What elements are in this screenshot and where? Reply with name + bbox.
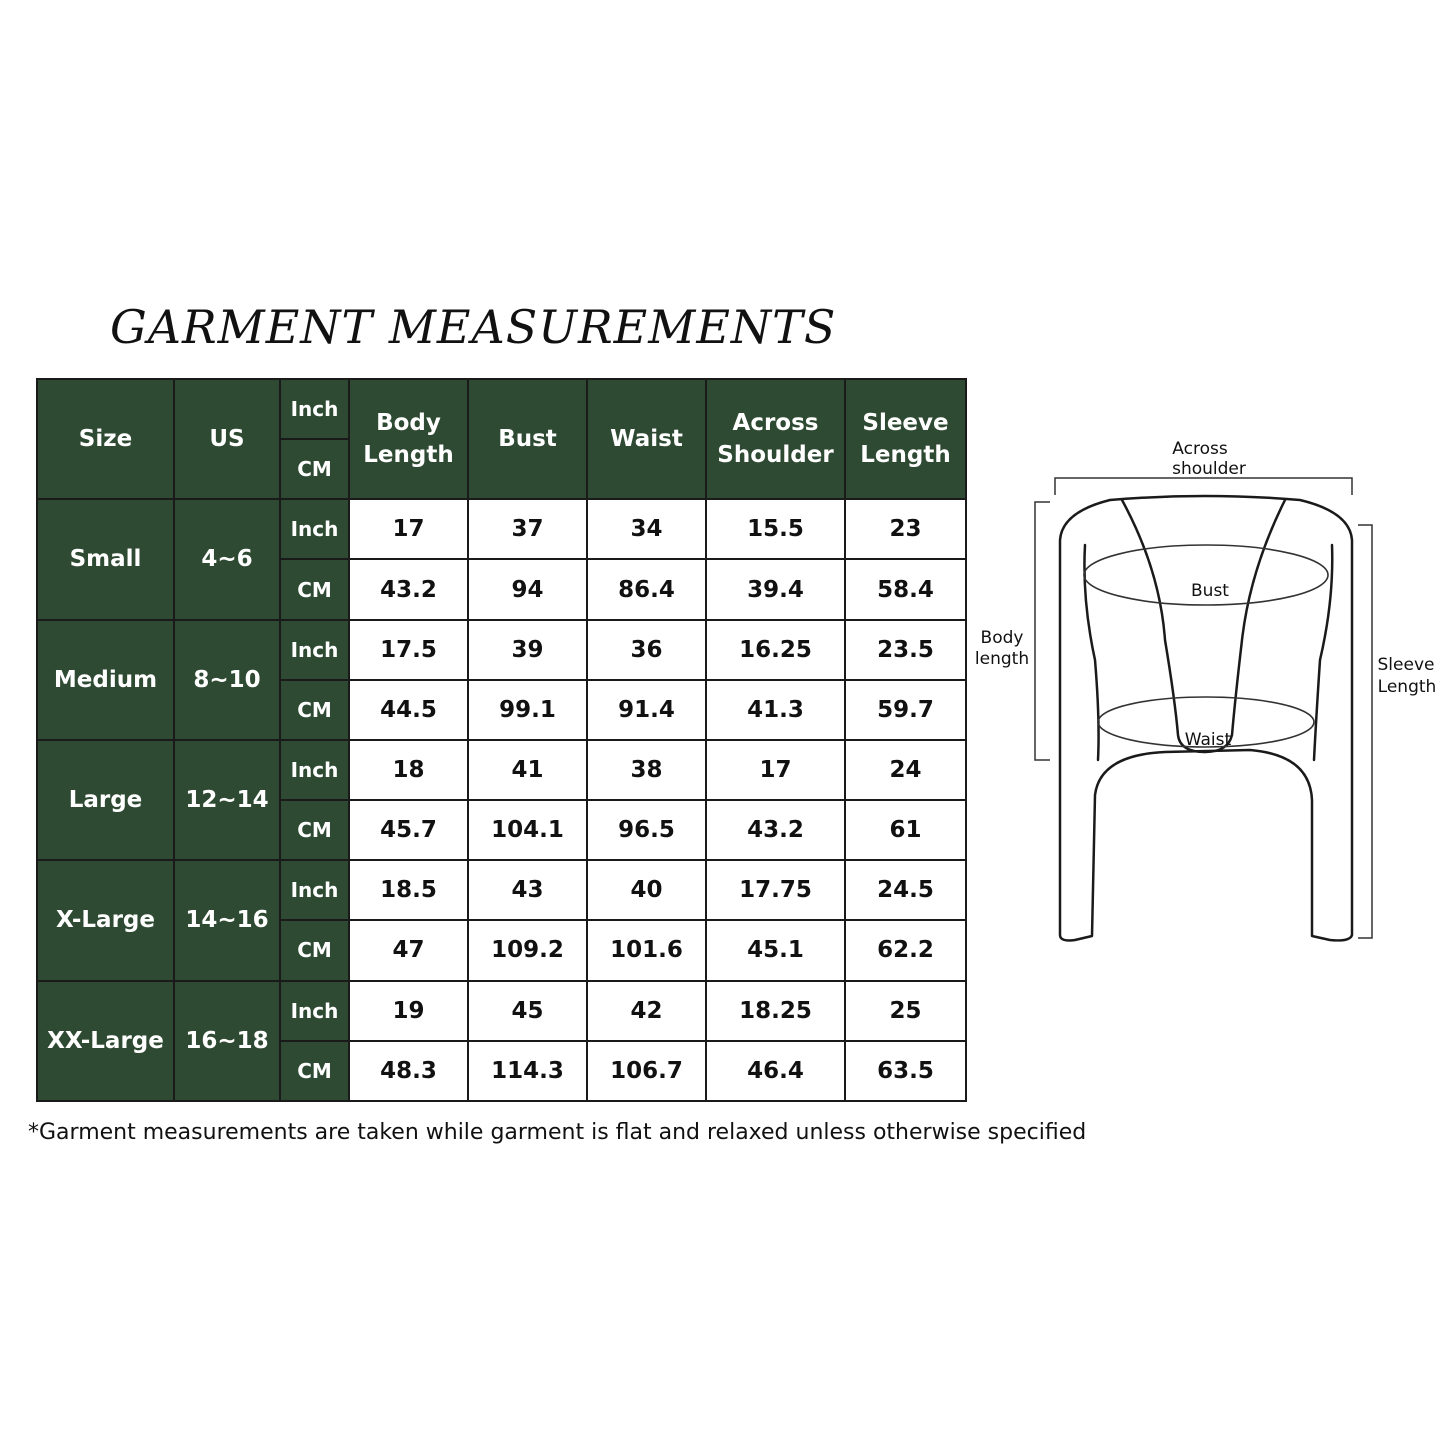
cell-sleeve-length-inch: 23 bbox=[845, 499, 966, 559]
cell-sleeve-length-inch: 24 bbox=[845, 740, 966, 800]
header-body-length: Body Length bbox=[349, 379, 468, 499]
cell-bust-cm: 104.1 bbox=[468, 800, 587, 860]
unit-inch: Inch bbox=[280, 860, 349, 920]
label-sleeve-length-1: Sleeve bbox=[1377, 655, 1435, 675]
us-size: 14~16 bbox=[174, 860, 280, 980]
cell-bust-cm: 94 bbox=[468, 559, 587, 619]
cell-body-length-cm: 48.3 bbox=[349, 1041, 468, 1101]
size-label: Medium bbox=[37, 620, 174, 740]
cell-sleeve-length-inch: 24.5 bbox=[845, 860, 966, 920]
cell-body-length-cm: 45.7 bbox=[349, 800, 468, 860]
cell-body-length-inch: 17 bbox=[349, 499, 468, 559]
size-chart-table bbox=[36, 378, 967, 1102]
header-sleeve-length: Sleeve Length bbox=[845, 379, 966, 499]
cell-body-length-inch: 18.5 bbox=[349, 860, 468, 920]
cell-bust-inch: 41 bbox=[468, 740, 587, 800]
table-row bbox=[37, 620, 966, 680]
cell-across-shoulder-cm: 46.4 bbox=[706, 1041, 845, 1101]
cell-sleeve-length-cm: 63.5 bbox=[845, 1041, 966, 1101]
header-bust: Bust bbox=[468, 379, 587, 499]
header-across-shoulder: Across Shoulder bbox=[706, 379, 845, 499]
cell-waist-inch: 40 bbox=[587, 860, 706, 920]
sleeve-length-dimension bbox=[1358, 525, 1372, 938]
header-row bbox=[37, 379, 966, 439]
cell-sleeve-length-inch: 25 bbox=[845, 981, 966, 1041]
cell-across-shoulder-cm: 39.4 bbox=[706, 559, 845, 619]
cell-waist-cm: 96.5 bbox=[587, 800, 706, 860]
cell-body-length-inch: 18 bbox=[349, 740, 468, 800]
header-us: US bbox=[174, 379, 280, 499]
right-front-edge bbox=[1205, 500, 1285, 752]
size-label: XX-Large bbox=[37, 981, 174, 1101]
cell-bust-cm: 114.3 bbox=[468, 1041, 587, 1101]
cell-body-length-cm: 44.5 bbox=[349, 680, 468, 740]
left-front-edge bbox=[1122, 500, 1205, 752]
label-body-length-2: length bbox=[974, 649, 1030, 669]
label-across-shoulder-1: Across bbox=[1172, 439, 1228, 459]
label-bust: Bust bbox=[1191, 581, 1229, 601]
cell-waist-inch: 42 bbox=[587, 981, 706, 1041]
label-sleeve-length-2: Length bbox=[1377, 677, 1437, 697]
cell-across-shoulder-cm: 41.3 bbox=[706, 680, 845, 740]
unit-cm: CM bbox=[280, 559, 349, 619]
cell-across-shoulder-inch: 18.25 bbox=[706, 981, 845, 1041]
label-body-length-1: Body bbox=[980, 628, 1024, 648]
table-row bbox=[37, 499, 966, 559]
unit-inch: Inch bbox=[280, 981, 349, 1041]
size-label: X-Large bbox=[37, 860, 174, 980]
header-waist: Waist bbox=[587, 379, 706, 499]
cell-sleeve-length-cm: 62.2 bbox=[845, 920, 966, 980]
cell-across-shoulder-inch: 16.25 bbox=[706, 620, 845, 680]
cell-sleeve-length-inch: 23.5 bbox=[845, 620, 966, 680]
unit-cm: CM bbox=[280, 1041, 349, 1101]
cell-sleeve-length-cm: 58.4 bbox=[845, 559, 966, 619]
cell-waist-inch: 34 bbox=[587, 499, 706, 559]
page-title: GARMENT MEASUREMENTS bbox=[110, 300, 837, 354]
cell-body-length-inch: 19 bbox=[349, 981, 468, 1041]
unit-cm: CM bbox=[280, 800, 349, 860]
body-length-dimension bbox=[1035, 502, 1050, 760]
cell-bust-cm: 99.1 bbox=[468, 680, 587, 740]
cell-across-shoulder-cm: 45.1 bbox=[706, 920, 845, 980]
header-unit-inch: Inch bbox=[280, 379, 349, 439]
footnote: *Garment measurements are taken while garment is flat and relaxed unless otherwise specified bbox=[28, 1120, 1087, 1145]
cell-sleeve-length-cm: 59.7 bbox=[845, 680, 966, 740]
size-label: Large bbox=[37, 740, 174, 860]
unit-inch: Inch bbox=[280, 740, 349, 800]
cell-body-length-inch: 17.5 bbox=[349, 620, 468, 680]
cell-bust-cm: 109.2 bbox=[468, 920, 587, 980]
table-row bbox=[37, 740, 966, 800]
cell-bust-inch: 39 bbox=[468, 620, 587, 680]
label-waist: Waist bbox=[1184, 730, 1232, 750]
cell-waist-cm: 101.6 bbox=[587, 920, 706, 980]
cell-across-shoulder-cm: 43.2 bbox=[706, 800, 845, 860]
garment-diagram bbox=[965, 430, 1445, 960]
label-across-shoulder-2: shoulder bbox=[1172, 459, 1246, 479]
header-unit-cm: CM bbox=[280, 439, 349, 499]
cell-sleeve-length-cm: 61 bbox=[845, 800, 966, 860]
cell-waist-cm: 86.4 bbox=[587, 559, 706, 619]
unit-inch: Inch bbox=[280, 620, 349, 680]
left-sleeve-seam bbox=[1084, 545, 1098, 760]
unit-inch: Inch bbox=[280, 499, 349, 559]
cell-across-shoulder-inch: 15.5 bbox=[706, 499, 845, 559]
table-row bbox=[37, 981, 966, 1041]
right-sleeve-seam bbox=[1314, 545, 1332, 760]
us-size: 16~18 bbox=[174, 981, 280, 1101]
cell-body-length-cm: 47 bbox=[349, 920, 468, 980]
us-size: 8~10 bbox=[174, 620, 280, 740]
cell-bust-inch: 45 bbox=[468, 981, 587, 1041]
cell-waist-cm: 91.4 bbox=[587, 680, 706, 740]
us-size: 4~6 bbox=[174, 499, 280, 619]
cell-across-shoulder-inch: 17.75 bbox=[706, 860, 845, 920]
header-size: Size bbox=[37, 379, 174, 499]
unit-cm: CM bbox=[280, 680, 349, 740]
cell-waist-inch: 36 bbox=[587, 620, 706, 680]
cell-waist-cm: 106.7 bbox=[587, 1041, 706, 1101]
cell-bust-inch: 43 bbox=[468, 860, 587, 920]
us-size: 12~14 bbox=[174, 740, 280, 860]
cell-body-length-cm: 43.2 bbox=[349, 559, 468, 619]
table-row bbox=[37, 860, 966, 920]
across-shoulder-dimension bbox=[1055, 478, 1352, 495]
unit-cm: CM bbox=[280, 920, 349, 980]
cell-waist-inch: 38 bbox=[587, 740, 706, 800]
garment-outline bbox=[1060, 496, 1352, 940]
cell-across-shoulder-inch: 17 bbox=[706, 740, 845, 800]
size-label: Small bbox=[37, 499, 174, 619]
cell-bust-inch: 37 bbox=[468, 499, 587, 559]
